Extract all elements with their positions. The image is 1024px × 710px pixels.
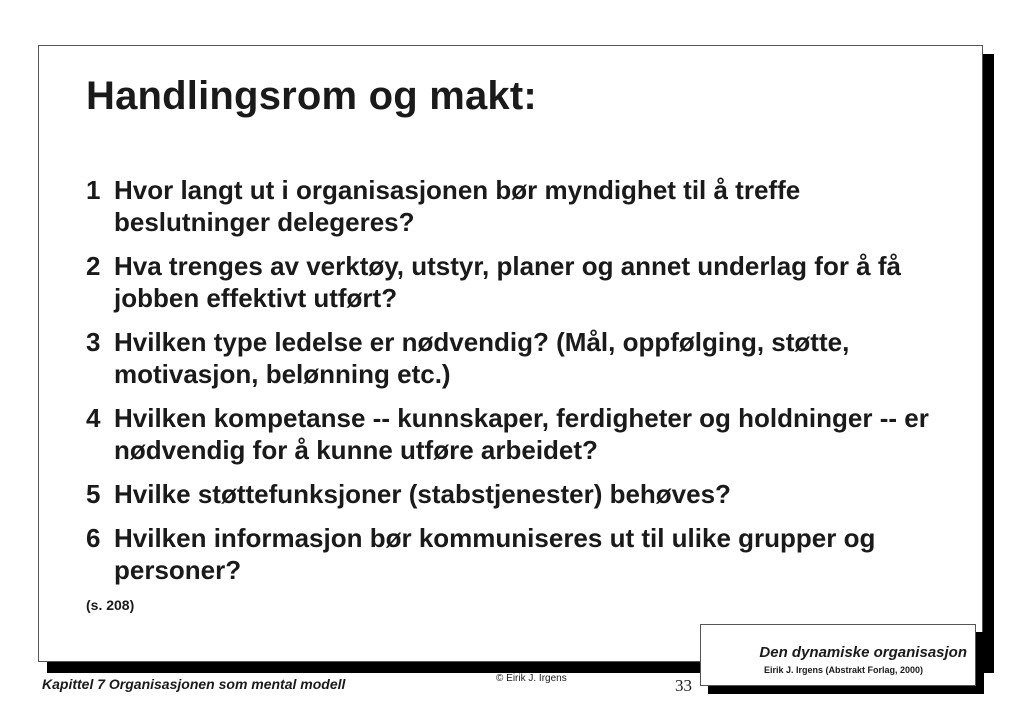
book-author: Eirik J. Irgens (Abstrakt Forlag, 2000) <box>763 665 923 675</box>
footer-chapter: Kapittel 7 Organisasjonen som mental modell <box>42 676 346 692</box>
list-item <box>86 326 956 390</box>
list-item <box>86 174 956 238</box>
page-reference: (s. 208) <box>86 597 135 613</box>
item-number: 1 <box>86 175 101 205</box>
book-title: Den dynamiske organisasjon <box>759 644 967 661</box>
list-item <box>86 478 956 510</box>
page-number: 33 <box>675 676 692 695</box>
item-number: 2 <box>86 251 101 281</box>
item-text: Hvor langt ut i organisasjonen bør myndighet til å treffe beslutninger delegeres? <box>114 175 801 237</box>
list-item <box>86 402 956 466</box>
item-number: 4 <box>86 403 101 433</box>
footer-copyright: © Eirik J. Irgens <box>496 673 567 684</box>
question-list <box>86 174 956 598</box>
item-text: Hvilke støttefunksjoner (stabstjenester) behøves? <box>114 479 731 509</box>
slide-title: Handlingsrom og makt: <box>86 74 537 118</box>
item-text: Hvilken kompetanse -- kunnskaper, ferdigheter og holdninger -- er nødvendig for å kunne utføre arbeidet? <box>114 403 929 465</box>
item-number: 3 <box>86 327 101 357</box>
item-text: Hvilken informasjon bør kommuniseres ut til ulike grupper og personer? <box>114 523 876 585</box>
item-text: Hvilken type ledelse er nødvendig? (Mål, oppfølging, støtte, motivasjon, belønning etc.) <box>114 327 850 389</box>
item-number: 5 <box>86 479 101 509</box>
list-item <box>86 250 956 314</box>
list-item <box>86 522 956 586</box>
item-text: Hva trenges av verktøy, utstyr, planer og annet underlag for å få jobben effektivt utført? <box>114 251 901 313</box>
book-info-box <box>700 624 976 686</box>
item-number: 6 <box>86 523 101 553</box>
